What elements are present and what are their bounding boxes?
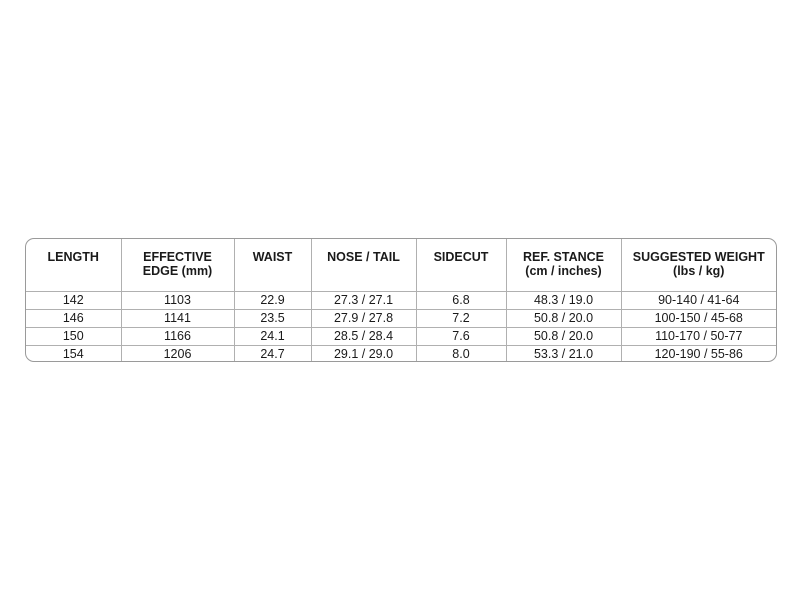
cell-length: 150 (26, 327, 121, 345)
cell-ref-stance: 50.8 / 20.0 (506, 327, 621, 345)
cell-waist: 22.9 (234, 291, 311, 309)
header-line1: SIDECUT (433, 250, 489, 264)
cell-sidecut: 7.6 (416, 327, 506, 345)
cell-length: 146 (26, 309, 121, 327)
column-header-nose-tail (311, 239, 416, 291)
cell-length: 142 (26, 291, 121, 309)
cell-length: 154 (26, 345, 121, 362)
column-header-ref-stance (506, 239, 621, 291)
table-row (26, 327, 776, 345)
cell-effective-edge: 1103 (121, 291, 234, 309)
cell-nose-tail: 29.1 / 29.0 (311, 345, 416, 362)
header-line1: SUGGESTED WEIGHT (632, 250, 765, 264)
column-header-waist (234, 239, 311, 291)
cell-effective-edge: 1141 (121, 309, 234, 327)
cell-suggested-weight: 100-150 / 45-68 (621, 309, 776, 327)
header-row (26, 239, 776, 291)
cell-nose-tail: 27.3 / 27.1 (311, 291, 416, 309)
cell-sidecut: 7.2 (416, 309, 506, 327)
cell-suggested-weight: 110-170 / 50-77 (621, 327, 776, 345)
header-line2: (cm / inches) (525, 264, 602, 278)
cell-ref-stance: 50.8 / 20.0 (506, 309, 621, 327)
cell-ref-stance: 48.3 / 19.0 (506, 291, 621, 309)
column-header-effective-edge (121, 239, 234, 291)
cell-waist: 24.7 (234, 345, 311, 362)
header-line1: WAIST (252, 250, 293, 264)
cell-sidecut: 6.8 (416, 291, 506, 309)
cell-effective-edge: 1166 (121, 327, 234, 345)
cell-waist: 24.1 (234, 327, 311, 345)
cell-effective-edge: 1206 (121, 345, 234, 362)
table-row (26, 345, 776, 362)
size-chart-table (25, 238, 777, 362)
header-line2: EDGE (mm) (142, 264, 213, 278)
column-header-length (26, 239, 121, 291)
cell-waist: 23.5 (234, 309, 311, 327)
cell-suggested-weight: 120-190 / 55-86 (621, 345, 776, 362)
column-header-sidecut (416, 239, 506, 291)
cell-sidecut: 8.0 (416, 345, 506, 362)
column-header-suggested-weight (621, 239, 776, 291)
header-line1: REF. STANCE (522, 250, 605, 264)
header-line1: LENGTH (47, 250, 99, 264)
cell-nose-tail: 27.9 / 27.8 (311, 309, 416, 327)
header-line1: NOSE / TAIL (327, 250, 400, 264)
header-line1: EFFECTIVE (143, 250, 212, 264)
header-line2: (lbs / kg) (673, 264, 725, 278)
table-row (26, 309, 776, 327)
table-row (26, 291, 776, 309)
cell-nose-tail: 28.5 / 28.4 (311, 327, 416, 345)
cell-suggested-weight: 90-140 / 41-64 (621, 291, 776, 309)
cell-ref-stance: 53.3 / 21.0 (506, 345, 621, 362)
